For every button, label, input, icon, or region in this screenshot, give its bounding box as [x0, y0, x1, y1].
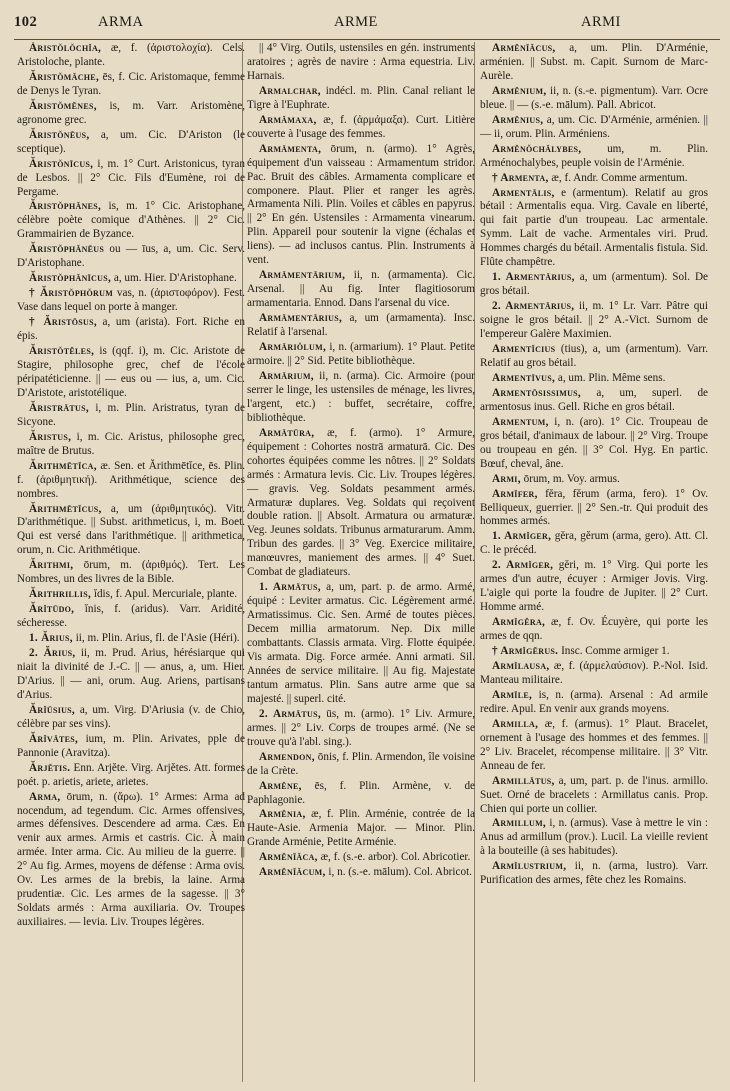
dictionary-entry [247, 370, 475, 426]
entry-definition: æ, f. Ov. Écuyère, qui porte les armes de qqn. [480, 616, 708, 643]
entry-definition: e (armentum). Relatif au gros bétail : Armentalis equa. Virg. Cavale en liberté, qui fait partie d'un troupeau. Lac armentale. Symm. Lait de vache. Armentales viri. Prud. Hommes chargés du bétail. Armentalis fistula. Sid. Flûte champêtre. [480, 186, 708, 269]
dictionary-entry [17, 345, 245, 401]
entry-definition: is, m. 1° Cic. Aristophane, célèbre poète comique d'Athènes. || 2° Cic. Grammairien de Byzance. [17, 200, 245, 241]
dictionary-entry [17, 503, 245, 559]
entry-definition: ii, m. Plin. Arius, fl. de l'Asie (Héri). [75, 632, 240, 645]
entry-definition: ōrum, n. (ἄρω). 1° Armes: Arma ad nocendum, ad tegendum. Cic. Armes offensives, armes défensives. Descendere ad arma. Cæs. En venir aux armes. Armis et castris. Cic. À main armée. Inter arma. Cic. Au milieu de la guerre. || 2° Au fig. Armes, moyens de défense : Arma ovis. Ov. Les armes de la brebis, la laine. Arma prudentiæ. Cic. Les armes de la sagesse. || 3° Soldats armés : Arma auxiliaria. Ov. Troupes auxiliaires. — levia. Liv. Troupes légères. [17, 790, 245, 929]
entry-definition: æ, f. (ἀριστολοχία). Cels. Aristoloche, plante. [17, 42, 245, 68]
entry-headword: † Armenta, [492, 171, 549, 184]
entry-headword: Ăristŏphănīcus, [29, 272, 112, 285]
entry-definition: æ. Sen. et Ărithmētĭce, ēs. Plin. f. (ἀριθμητική). Arithmétique, science des nombres. [17, 459, 245, 500]
entry-definition: ĭnis, f. (aridus). Varr. Aridité, sécheresse. [17, 603, 245, 630]
entry-definition: i, m. Cic. Aristus, philosophe grec, maître de Brutus. [17, 430, 245, 457]
entry-headword: Armămaxa, [259, 113, 317, 126]
entry-headword: Armentōsissimus, [492, 386, 582, 399]
entry-headword: Ăristŏnīcus, [29, 157, 94, 170]
dictionary-entry [17, 129, 245, 157]
page-number: 102 [14, 14, 38, 30]
dictionary-entry [480, 143, 708, 171]
entry-headword: Ărĭūsius, [29, 703, 76, 716]
entry-headword: Ăristŏlŏchĭa, [29, 42, 102, 54]
entry-headword: 1. Armentārius, [492, 271, 575, 284]
dictionary-entry [480, 660, 708, 688]
dictionary-entry [480, 645, 708, 659]
entry-definition: gĕra, gĕrum (arma, gero). Att. Cl. C. le précéd. [480, 530, 708, 557]
entry-headword: † Ăristŏphŏrum [29, 287, 114, 300]
dictionary-entry [480, 42, 708, 84]
entry-definition: a, um, part. p. de armo. Armé, équipé : Leviter armatus. Cic. Légèrement armé. Armatissimus. Cic. Sen. Armé de toutes pièces. Decem millia armatorum. Nep. Dix mille combattants. Classis armata. Virg. Flotte équipée. Vis armata. Dig. Force armée. Anni armati. Sil. Années de service militaire. || Au fig. Majestate tantum armatus. Plin. Sans autre arme que sa majesté. || superl. cité. [247, 581, 475, 705]
entry-definition: ium, m. Plin. Arivates, pple de Pannonie (Aravitza). [17, 732, 245, 759]
entry-headword: Armĕne, [259, 779, 302, 792]
entry-definition: ōrum, n. (armo). 1° Agrès, équipement d'un vaisseau : Armamentum stridor. Pac. Bruit des câbles. Armamenta complicare et componere. Plaut. Plier et ranger les agrès. Armamenta Nili. Plin. Voiles et câbles en papyrus. || 2° En gén. Ustensiles : Armamenta vinearum. Plin. Appareil pour soutenir la vigne (échalas et liens). — ad inclusos cantus. Plin. Instruments à vent. [247, 142, 475, 267]
dictionary-entry [17, 431, 245, 459]
entry-headword: 2. Armentārius, [492, 300, 575, 313]
entry-headword: Armīle, [492, 688, 533, 701]
entry-definition: a, um (armamenta). Insc. Relatif à l'arsenal. [247, 312, 475, 339]
entry-definition: ōnis, f. Plin. Armendon, île voisine de la Crète. [247, 750, 475, 777]
entry-headword: Armĕnius, [492, 113, 544, 126]
dictionary-entry [247, 269, 475, 311]
entry-headword: Ărithmētĭcus, [29, 502, 102, 515]
dictionary-entry [17, 272, 245, 286]
dictionary-entry [17, 287, 245, 315]
dictionary-entry [247, 341, 475, 369]
entry-headword: Armillum, [492, 817, 547, 830]
entry-headword: Ăristŏtĕles, [29, 345, 95, 358]
entry-headword: Ăristŏmăche, [29, 70, 100, 83]
entry-definition: a, um. Cic. D'Ariston (le sceptique). [17, 128, 245, 155]
entry-definition: || 4° Virg. Outils, ustensiles en gén. instruments aratoires ; agrès de navire : Arma equestria. Liv. Harnais. [247, 42, 475, 82]
entry-definition: æ, f. Plin. Arménie, contrée de la Haute-Asie. Armenia Major. — Minor. Plin. Grande Arménie, Petite Arménie. [247, 808, 475, 849]
dictionary-entry [17, 762, 245, 790]
entry-definition: i, n. (s.-e. mālum). Col. Abricot. [328, 866, 472, 879]
dictionary-entry [480, 387, 708, 415]
entry-headword: Armĭlausa, [492, 659, 550, 672]
entry-definition: a, um, superl. de armentosus inus. Gell. Riche en gros bétail. [480, 386, 708, 413]
entry-definition: Insc. Comme armiger 1. [561, 645, 670, 658]
dictionary-entry [17, 42, 245, 70]
entry-definition: ou — īus, a, um. Cic. Serv. D'Aristophane. [17, 243, 245, 270]
entry-headword: Armalchar, [259, 84, 321, 97]
entry-definition: is (qqf. i), m. Cic. Aristote de Stagire, philosophe grec, chef de l'école péripatéticienne. || — eus ou — ius, a, um. Cic. D'Aristote, aristotélique. [17, 345, 245, 399]
entry-headword: Ărĭvātes, [29, 732, 79, 745]
entry-headword: 2. Ărius, [29, 647, 76, 660]
entry-definition: ii, m. 1° Lr. Varr. Pâtre qui soigne le gros bétail. || 2° A.-Vict. Surnom de l'empereur Galère Maximien. [480, 300, 708, 341]
entry-definition: ii, m. Prud. Arius, hérésiarque qui niait la divinité de J.-C. || — anus, a, um. Hier. D'Arius. || — ani, orum. Aug. Ariens, partisans d'Arius. [17, 647, 245, 701]
entry-headword: 2. Armātus, [259, 707, 321, 720]
entry-definition: i, m. 1° Curt. Aristonicus, tyran de Lesbos. || 2° Cic. Fils d'Eumène, roi de Pergame. [17, 157, 245, 198]
entry-definition: ēs, f. Plin. Armène, v. de Paphlagonie. [247, 779, 475, 806]
entry-definition: æ, f. (armus). 1° Plaut. Bracelet, ornement à l'usage des hommes et des femmes. || 2° Liv. Bracelet, récompense militaire. || 3° Vitr. Anneau de fer. [480, 717, 708, 772]
entry-definition: um, m. Plin. Arménochalybes, peuple voisin de l'Arménie. [480, 142, 708, 169]
dictionary-entry [480, 114, 708, 142]
dictionary-entry [17, 243, 245, 271]
entry-headword: Ărĭtūdo, [29, 603, 75, 616]
dictionary-entry [17, 733, 245, 761]
dictionary-entry [480, 300, 708, 342]
dictionary-entry [480, 616, 708, 644]
dictionary-entry [17, 100, 245, 128]
dictionary-entry [17, 559, 245, 587]
dictionary-entry [17, 158, 245, 200]
entry-definition: (tius), a, um (armentum). Varr. Relatif au gros bétail. [480, 343, 708, 369]
dictionary-entry [480, 718, 708, 774]
entry-headword: Ăristus, [29, 430, 72, 443]
dictionary-entry [17, 791, 245, 931]
entry-headword: Armĕnĭăcum, [259, 866, 326, 879]
dictionary-entry [247, 866, 475, 880]
dictionary-entry [247, 143, 475, 269]
dictionary-entry [480, 372, 708, 386]
dictionary-entry [480, 187, 708, 271]
entry-definition: ii, n. (s.-e. pigmentum). Varr. Ocre bleue. || — (s.-e. mālum). Pall. Abricot. [480, 84, 708, 111]
entry-headword: 2. Armĭger, [492, 559, 554, 572]
entry-definition: a, um. Cic. D'Arménie, arménien. || — ii, orum. Plin. Arméniens. [480, 113, 708, 140]
dictionary-entry [480, 860, 708, 888]
dictionary-entry [480, 172, 708, 186]
entry-definition: a, um. Hier. D'Aristophane. [113, 272, 237, 285]
entry-headword: Armĕnĭăca, [259, 851, 318, 864]
center-guide-word: ARME [334, 14, 378, 30]
header-rule [14, 39, 720, 40]
dictionary-entry [480, 343, 708, 371]
entry-headword: 1. Armātus, [259, 581, 321, 594]
entry-definition: indécl. m. Plin. Canal reliant le Tigre à l'Euphrate. [247, 84, 475, 111]
entry-headword: Armentum, [492, 415, 549, 428]
dictionary-entry [480, 530, 708, 558]
dictionary-entry [17, 632, 245, 646]
entry-headword: Ărithrillis, [29, 588, 92, 601]
dictionary-entry [480, 488, 708, 530]
entry-definition: ĭdis, f. Apul. Mercuriale, plante. [93, 588, 238, 601]
entry-headword: Armilla, [492, 717, 539, 730]
entry-headword: Ărjĕtis. [29, 761, 71, 774]
dictionary-entry [17, 200, 245, 242]
dictionary-entry [247, 708, 475, 750]
dictionary-entry [480, 271, 708, 299]
dictionary-entry [247, 42, 475, 84]
dictionary-entry [247, 85, 475, 113]
entry-headword: Armentālis, [492, 186, 555, 199]
entry-headword: 1. Ărius, [29, 632, 73, 645]
entry-definition: a, um. Plin. Même sens. [557, 371, 666, 384]
entry-definition: a, um, part. p. de l'inus. armillo. Suet. Orné de bracelets : Armillatus canis. Prop. Chien qui porte un collier. [480, 774, 708, 815]
entry-definition: æ, f. Andr. Comme armentum. [551, 171, 688, 184]
entry-definition: æ, f. (s.-e. arbor). Col. Abricotier. [320, 851, 471, 864]
entry-headword: Armĕnia, [259, 808, 306, 821]
right-guide-word: ARMI [581, 14, 621, 30]
entry-headword: Armendon, [259, 750, 315, 763]
dictionary-entry [247, 751, 475, 779]
entry-definition: gĕri, m. 1° Virg. Qui porte les armes d'un autre, écuyer : Armiger Jovis. Virg. L'aigle qui porte la foudre de Jupiter. || 2° Curt. Homme armé. [480, 559, 708, 614]
entry-headword: Armĕnium, [492, 84, 547, 97]
entry-definition: i, n. (armarium). 1° Plaut. Petite armoire. || 2° Sid. Petite bibliothèque. [247, 341, 475, 367]
dictionary-entry [247, 581, 475, 707]
entry-definition: æ, f. (ἀρμελαύσιον). P.-Nol. Isid. Manteau militaire. [480, 659, 708, 686]
entry-definition: a, um. Plin. D'Arménie, arménien. || Subst. m. Capit. Surnom de Marc-Aurèle. [480, 42, 708, 82]
entry-definition: a, um (arista). Fort. Riche en épis. [17, 316, 245, 343]
entry-headword: † Ăristōsus, [29, 316, 97, 329]
entry-headword: Ăristŏmĕnes, [29, 99, 97, 112]
entry-headword: Armĭfer, [492, 487, 538, 500]
entry-definition: Enn. Arjĕte. Virg. Arjĕtes. Att. formes poét. p. arietis, ariete, arietes. [17, 761, 245, 788]
entry-definition: i, m. Plin. Aristratus, tyran de Sicyone. [17, 401, 245, 428]
entry-headword: Armĕnŏchălybes, [492, 142, 582, 155]
entry-definition: æ, f. (ἁρμάμαξα). Curt. Litière couverte à l'usage des femmes. [247, 113, 475, 140]
entry-definition: fĕra, fĕrum (arma, fero). 1° Ov. Belliqueux, guerrier. || 2° Sen.-tr. Qui produit des hommes armés. [480, 487, 708, 528]
entry-definition: ōrum, m. (ἀριθμός). Tert. Les Nombres, un des livres de la Bible. [17, 559, 245, 586]
dictionary-entry [17, 647, 245, 703]
entry-definition: ii, n. (arma). Cic. Armoire (pour serrer le linge, les ustensiles de ménage, les livres, l'argent, etc.) : buffet, secrétaire, coffre, bibliothèque. [247, 369, 475, 424]
dictionary-entry [480, 85, 708, 113]
entry-headword: Armārium, [259, 369, 314, 382]
entry-headword: Armāmentārius, [259, 312, 343, 325]
entry-headword: † Armĭgĕrus. [492, 645, 559, 658]
entry-definition: is, n. (arma). Arsenal : Ad armile redire. Apul. En venir aux grands moyens. [480, 688, 708, 715]
entry-definition: i, n. (aro). 1° Cic. Troupeau de gros bétail, d'animaux de labour. || 2° Virg. Troupe ou troupeau en gén. || 3° Col. Hyg. En partic. Bœuf, cheval, âne. [480, 415, 708, 470]
dictionary-entry [480, 473, 708, 487]
entry-definition: a, um (ἀριθμητικός). Vitr. D'arithmétique. || Subst. arithmeticus, i, m. Boet. Qui est versé dans l'arithmétique. || arithmetica, orum, n. Cic. Arithmétique. [17, 502, 245, 557]
entry-definition: ii, n. (armamenta). Cic. Arsenal. || Au fig. Inter flagitiosorum armamentaria. Ennod. Dans l'arsenal du vice. [247, 269, 475, 310]
entry-headword: Ărithmi, [29, 559, 74, 572]
dictionary-entry [247, 808, 475, 850]
dictionary-entry [480, 775, 708, 817]
entry-headword: Armillātus, [492, 774, 555, 787]
entry-headword: Armāmenta, [259, 142, 322, 155]
entry-definition: ii, n. (arma, lustro). Varr. Purification des armes, fête chez les Romains. [480, 860, 708, 887]
entry-headword: Armĕnĭăcus, [492, 42, 556, 54]
page-header [14, 14, 720, 38]
dictionary-entry [480, 817, 708, 859]
entry-definition: ēs, f. Cic. Aristomaque, femme de Denys le Tyran. [17, 70, 245, 97]
entry-headword: Ărithmētĭca, [29, 459, 97, 472]
dictionary-entry [17, 402, 245, 430]
dictionary-entry [17, 316, 245, 344]
dictionary-entry [247, 312, 475, 340]
left-guide-word: ARMA [98, 14, 144, 30]
entry-definition: vas, n. (ἀριστοφόρον). Fest. Vase dans lequel on porte à manger. [17, 287, 245, 314]
entry-headword: Armĭlustrium, [492, 860, 567, 873]
dictionary-entry [17, 603, 245, 631]
entry-headword: Armātūra, [259, 426, 315, 439]
entry-definition: a, um (armentum). Sol. De gros bétail. [480, 271, 708, 298]
dictionary-entry [17, 588, 245, 602]
dictionary-entry [480, 559, 708, 615]
entry-definition: is, m. Varr. Aristomène, agronome grec. [17, 99, 245, 126]
entry-headword: Ăristŏphănēus [29, 243, 105, 256]
entry-headword: Armentĭcius [492, 343, 556, 356]
entry-definition: ōrum, m. Voy. armus. [523, 472, 620, 485]
entry-headword: Armāmentārium, [259, 269, 346, 282]
entry-definition: i, n. (armus). Vase à mettre le vin : Anus ad armillum (prov.). Lucil. La vieille revient à la bouteille (à ses habitudes). [480, 817, 708, 858]
entry-definition: ūs, m. (armo). 1° Liv. Armure, armes. || 2° Liv. Corps de troupes armé. (Ne se trouve qu'à l'abl. sing.). [247, 707, 475, 748]
dictionary-entry [247, 851, 475, 865]
dictionary-entry [247, 427, 475, 580]
dictionary-entry [247, 780, 475, 808]
entry-headword: 1. Armĭger, [492, 530, 552, 543]
entry-headword: Ăristŏphănes, [29, 200, 102, 213]
entry-headword: Armĭgĕra, [492, 616, 546, 629]
dictionary-entry [17, 71, 245, 99]
dictionary-entry [247, 114, 475, 142]
entry-headword: Ăristrātus, [29, 401, 89, 414]
column-2 [247, 42, 475, 1084]
dictionary-entry [17, 704, 245, 732]
entry-headword: Arma, [29, 790, 61, 803]
column-3 [480, 42, 708, 1084]
dictionary-entry [480, 689, 708, 717]
entry-headword: Armentīvus, [492, 371, 556, 384]
dictionary-entry [480, 416, 708, 472]
dictionary-entry [17, 460, 245, 502]
entry-definition: a, um. Virg. D'Ariusia (v. de Chio, célèbre par ses vins). [17, 703, 245, 730]
entry-headword: Armi, [492, 472, 521, 485]
entry-headword: Armāriŏlum, [259, 341, 327, 354]
entry-definition: æ, f. (armo). 1° Armure, équipement : Cohortes nostrā armaturā. Cic. Des cohortes équipées comme les nôtres. || 2° Soldats armés : Armatura levis. Cic. Liv. Troupes légères. — gravis. Veg. Soldats pesamment armés. Armaturæ duplares. Veg. Soldats qui reçoivent double ration. || Absolt. Armatura ou armaturæ. Veg. Jeunes soldats. Tribunus armaturarum. Amm. Tribun des gardes. || 3° Veg. Exercice militaire, manœuvres, maniement des armes. || 4° Suet. Combat de gladiateurs. [247, 426, 475, 579]
entry-headword: Ăristŏnēus, [29, 128, 90, 141]
column-1 [17, 42, 245, 1084]
